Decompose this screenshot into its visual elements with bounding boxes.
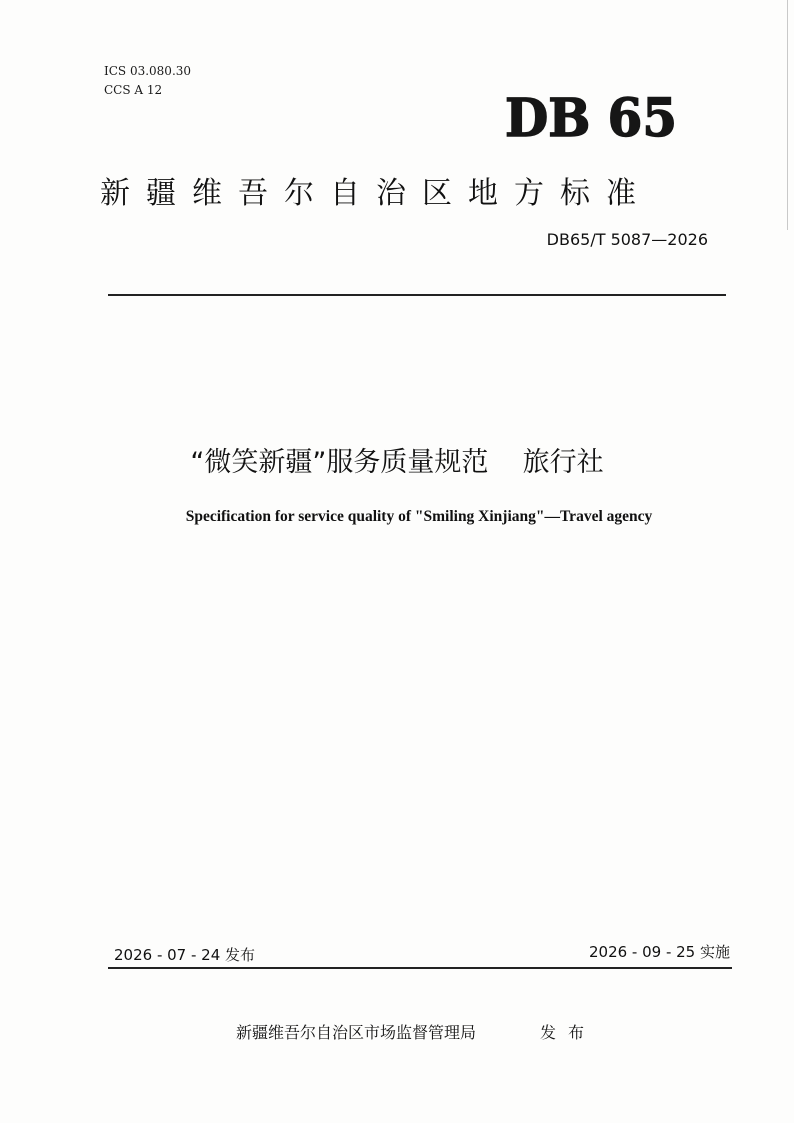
db65-logo: [505, 88, 680, 144]
issuing-authority: 新疆维吾尔自治区市场监督管理局: [236, 1023, 477, 1042]
header-divider: [108, 294, 726, 296]
footer-divider: [108, 967, 732, 969]
ccs-code: CCS A 12: [104, 83, 163, 97]
issue-date: 2026 - 07 - 24 发布: [114, 946, 256, 964]
classification-codes: [104, 62, 191, 100]
title-chinese: “微笑新疆”服务质量规范 旅行社: [190, 447, 604, 478]
title-english: Specification for service quality of "Smiling Xinjiang"—Travel agency: [185, 508, 653, 525]
standard-number: DB65/T 5087—2026: [546, 230, 708, 249]
standard-category: 新疆维吾尔自治区地方标准: [100, 176, 652, 211]
db65-logo-text: DB 65: [505, 88, 677, 144]
ics-code: ICS 03.080.30: [104, 64, 192, 78]
issuing-action: 发布: [540, 1023, 597, 1042]
scan-edge-line: [787, 0, 788, 230]
implementation-date: 2026 - 09 - 25 实施: [588, 943, 730, 961]
